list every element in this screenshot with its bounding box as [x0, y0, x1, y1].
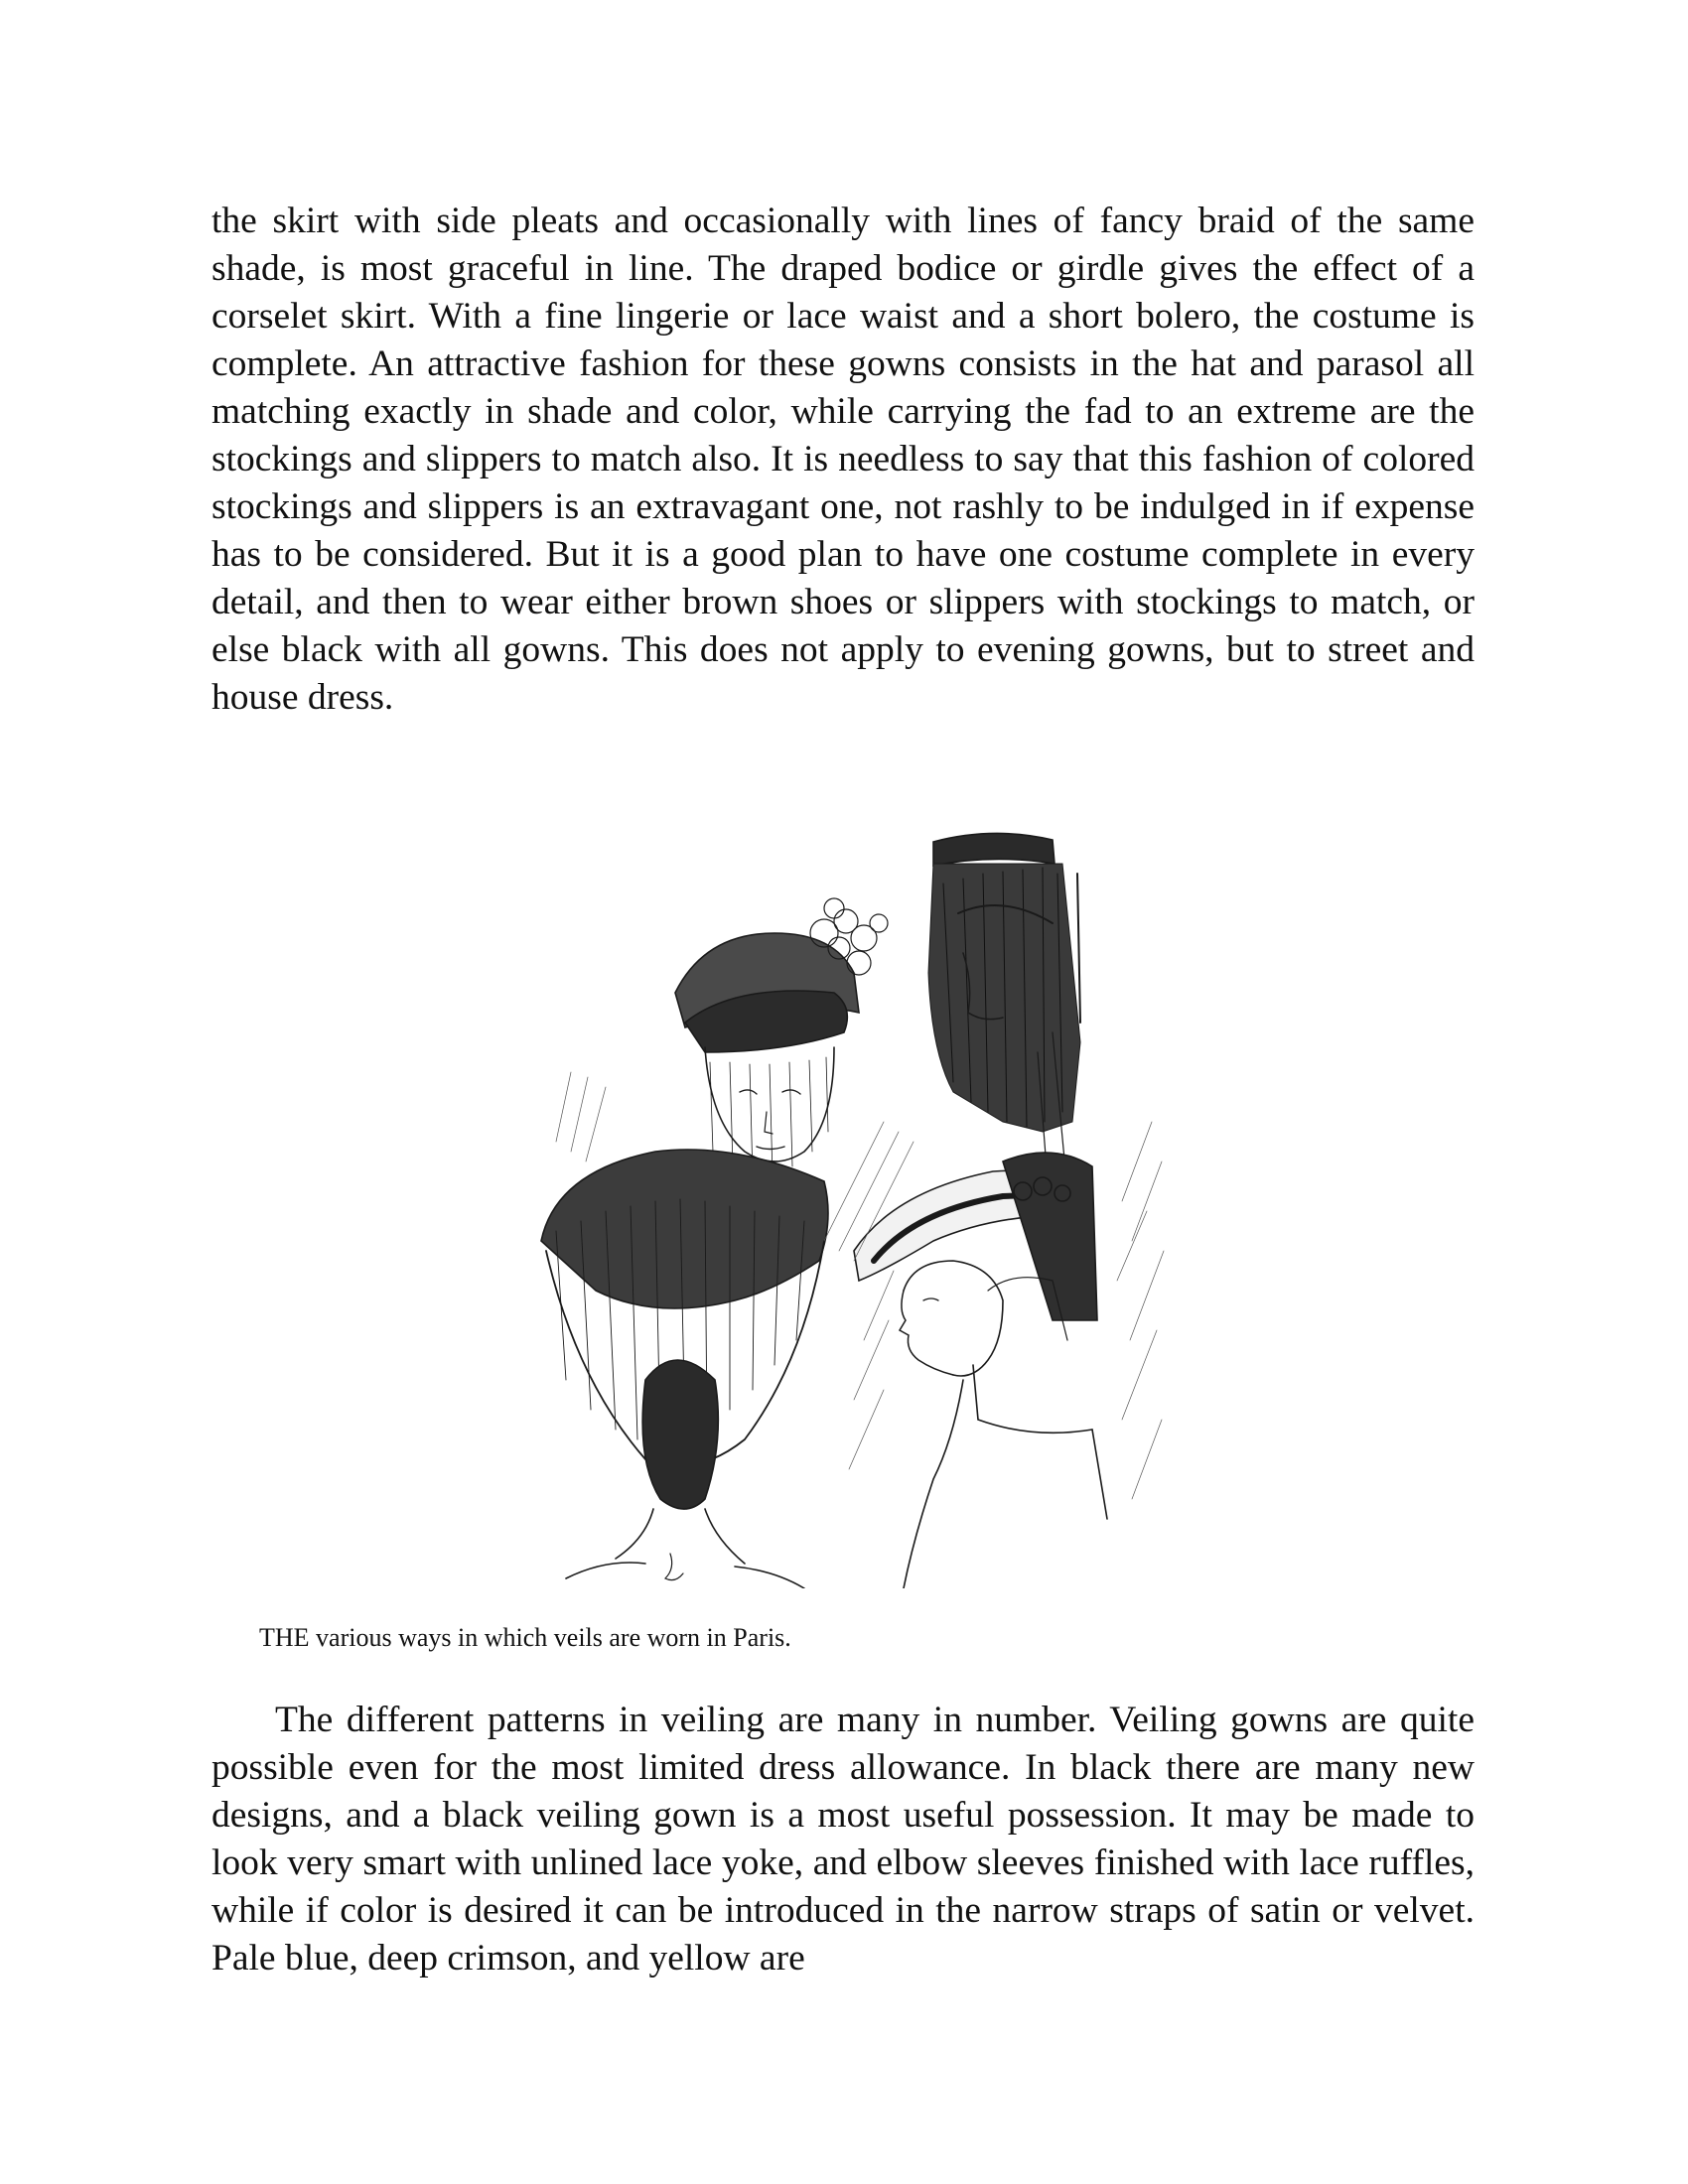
veils-illustration: [536, 824, 1172, 1588]
figure-profile-hat: [854, 1153, 1107, 1588]
figure-flower-hat: [675, 898, 888, 1176]
body-paragraph-1: the skirt with side pleats and occasionally with lines of fancy braid of the same shade, is most graceful in line. The draped bodice or girdle gives the effect of a corselet skirt. With a fine lingerie or lace waist and a short bolero, the costume is complete. An attractive fashion for these gowns consists in the hat and parasol all matching exactly in shade and color, while carrying the fad to an extreme are the stockings and slippers to match also. It is needless to say that this fashion of colored stockings and slippers is an extravagant one, not rashly to be indulged in if expense has to be considered. But it is a good plan to have one costume complete in every detail, and then to wear either brown shoes or slippers with stockings to match, or else black with all gowns. This does not apply to evening gowns, but to street and house dress.: [211, 201, 1475, 718]
figure-tall-veil: [928, 833, 1080, 1191]
figure-wide-brim-back: [541, 1150, 828, 1588]
body-paragraph-2: The different patterns in veiling are many in number. Veiling gowns are quite possible even for the most limited dress allowance. In black there are many new designs, and a black veiling gown is a most useful possession. It may be made to look very smart with unlined lace yoke, and elbow sleeves finished with lace ruffles, while if color is desired it can be introduced in the narrow straps of satin or velvet. Pale blue, deep crimson, and yellow are: [211, 1700, 1475, 1979]
figure-caption: THE various ways in which veils are worn in Paris.: [259, 1623, 791, 1652]
